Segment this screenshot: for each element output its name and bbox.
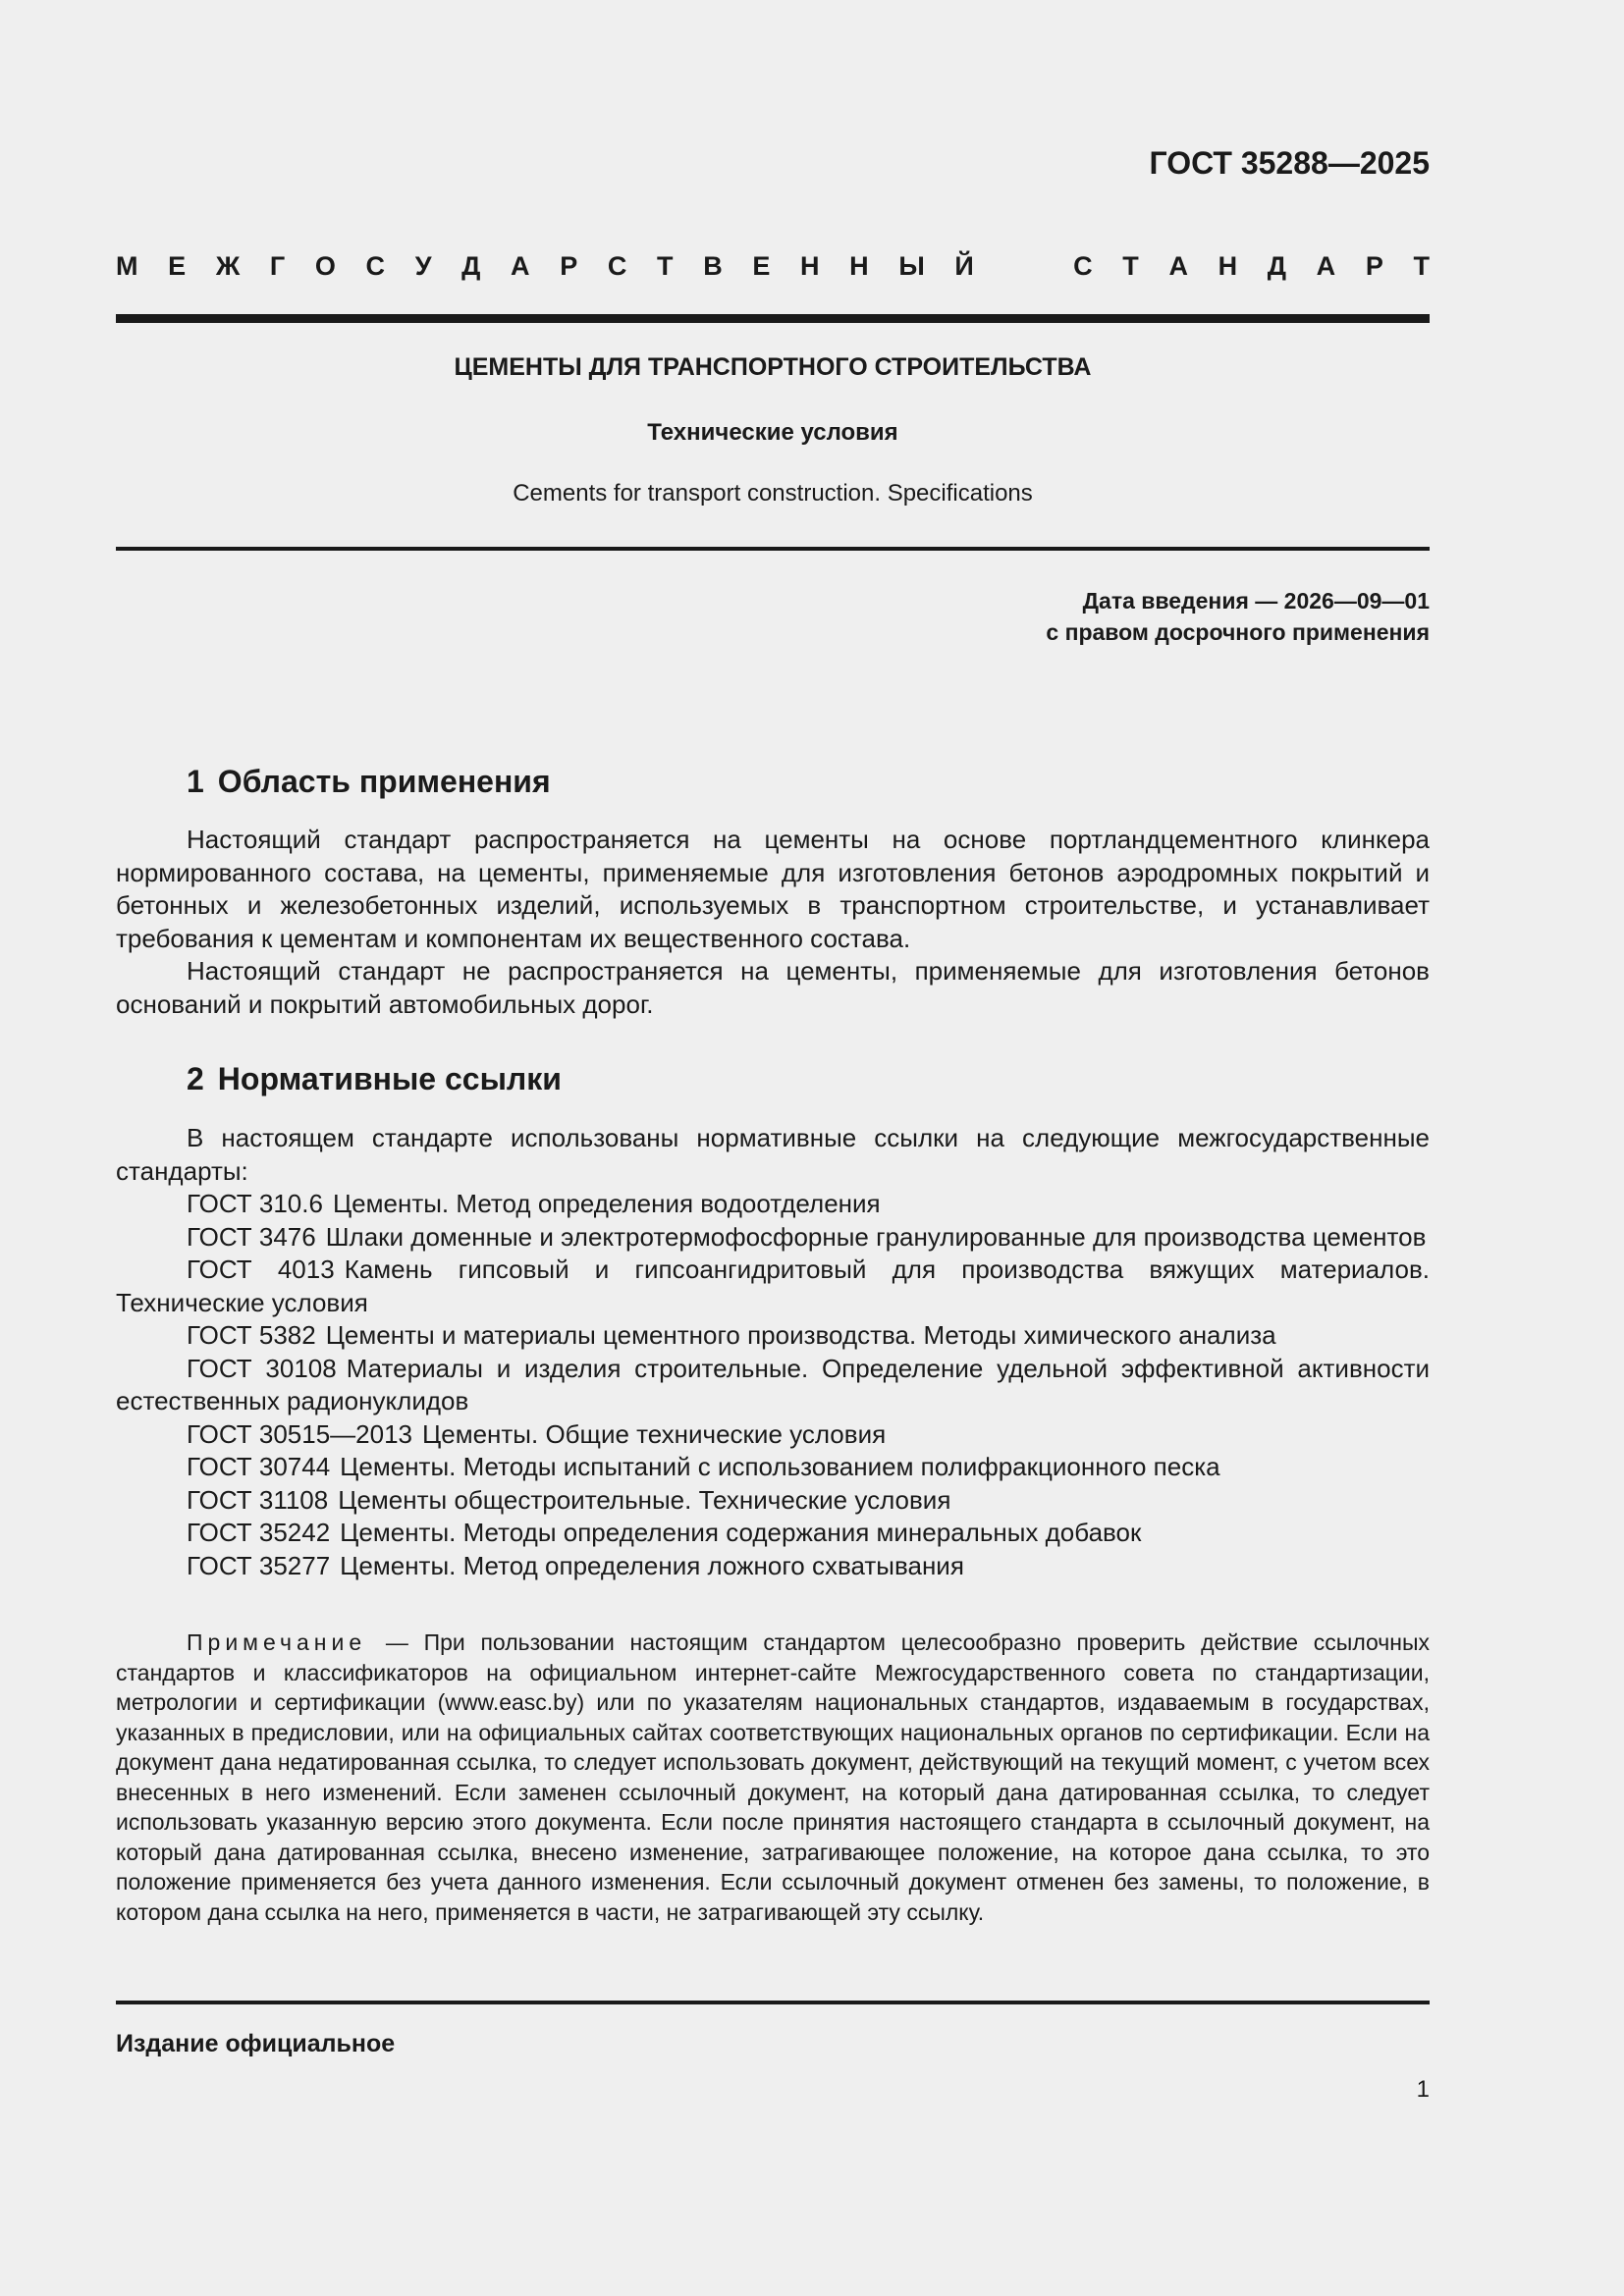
section-title: Область применения: [217, 764, 551, 799]
title-rule: [116, 547, 1430, 551]
reference-title: Цементы. Метод определения водоотделения: [332, 1189, 881, 1218]
kind-letter: Т: [657, 251, 674, 281]
references-intro: В настоящем стандарте использованы нормативные ссылки на следующие межгосударственные стандарты:: [116, 1123, 1430, 1186]
reference-title: Цементы. Методы испытаний с использованием полифракционного песка: [340, 1452, 1220, 1481]
kind-letter: Р: [1365, 251, 1383, 281]
kind-word-gap: [1003, 251, 1043, 282]
note-text: — При пользовании настоящим стандартом целесообразно проверить действие ссылочных стандартов и классификаторов на официальном интернет-сайте Межгосударственного совета по стандартизации, метрологии и сертификации (www.easc.by) или по указателям национальных стандартов, издаваемым в государствах, указанных в предисловии, или на официальных сайтах соответствующих национальных органов по сертификации. Если на документ дана недатированная ссылка, то следует использовать документ, действующий на текущий момент, с учетом всех внесенных в него изменений. Если заменен ссылочный документ, на который дана датированная ссылка, то следует использовать указанную версию этого документа. Если после принятия настоящего стандарта в ссылочный документ, на который дана датированная ссылка, внесено изменение, затрагивающее положение, на которое дана ссылка, то это положение применяется без учета данного изменения. Если ссылочный документ отменен без замены, то положение, в котором дана ссылка на него, применяется в части, не затрагивающей эту ссылку.: [116, 1629, 1430, 1925]
kind-letter: У: [414, 251, 432, 281]
kind-letter: А: [1316, 251, 1336, 281]
references-list: [116, 1188, 1430, 1582]
reference-item: [116, 1353, 1430, 1418]
kind-letter: Д: [461, 251, 481, 281]
reference-code: ГОСТ 30108: [187, 1353, 337, 1383]
document-kind: [116, 251, 1430, 282]
document-title: ЦЕМЕНТЫ ДЛЯ ТРАНСПОРТНОГО СТРОИТЕЛЬСТВА: [454, 353, 1092, 381]
reference-code: ГОСТ 35277: [187, 1550, 331, 1580]
document-page: [116, 0, 1430, 2296]
reference-item: [116, 1484, 1430, 1518]
reference-item: [116, 1221, 1430, 1255]
reference-title: Цементы. Метод определения ложного схватывания: [340, 1550, 964, 1580]
introduction-date-line: Дата введения — 2026—09—01: [1082, 588, 1430, 614]
kind-letter: Р: [560, 251, 578, 281]
reference-title: Камень гипсовый и гипсоангидритовый для производства вяжущих материалов. Технические условия: [116, 1255, 1430, 1317]
document-title-english: Cements for transport construction. Specifications: [513, 480, 1033, 507]
reference-code: ГОСТ 4013: [187, 1255, 335, 1284]
kind-letter: А: [511, 251, 530, 281]
introduction-date: [1046, 585, 1430, 648]
note-block: [116, 1628, 1430, 1927]
kind-letter: Е: [752, 251, 771, 281]
kind-letter: Д: [1267, 251, 1287, 281]
page-number: 1: [1416, 2076, 1430, 2103]
reference-item: [116, 1254, 1430, 1319]
section-heading-references: [187, 1061, 562, 1097]
reference-item: [116, 1188, 1430, 1221]
reference-code: ГОСТ 35242: [187, 1518, 331, 1547]
reference-item: [116, 1319, 1430, 1353]
note-label: Примечание: [187, 1629, 367, 1655]
kind-letter: С: [1073, 251, 1093, 281]
kind-letter: Н: [800, 251, 820, 281]
footer-rule: [116, 2001, 1430, 2004]
reference-item: [116, 1517, 1430, 1550]
reference-code: ГОСТ 310.6: [187, 1189, 323, 1218]
section-heading-scope: [187, 764, 551, 800]
reference-item: [116, 1550, 1430, 1583]
kind-letter: Т: [1122, 251, 1139, 281]
kind-letter: С: [365, 251, 386, 281]
reference-title: Цементы. Общие технические условия: [422, 1418, 887, 1449]
kind-letter: С: [607, 251, 627, 281]
section-number: 2: [187, 1061, 204, 1096]
kind-letter: Н: [1218, 251, 1238, 281]
document-subtitle: Технические условия: [647, 419, 898, 446]
reference-code: ГОСТ 5382: [187, 1320, 316, 1350]
reference-code: ГОСТ 30744: [187, 1452, 331, 1481]
kind-letter: М: [116, 251, 138, 281]
kind-letter: В: [703, 251, 723, 281]
section-title: Нормативные ссылки: [217, 1061, 562, 1096]
kind-letter: Е: [168, 251, 187, 281]
reference-title: Шлаки доменные и электротермофосфорные гранулированные для производства цементов: [325, 1221, 1427, 1252]
reference-title: Цементы общестроительные. Технические условия: [338, 1484, 951, 1515]
kind-letter: Ж: [215, 251, 241, 281]
kind-letter: О: [314, 251, 336, 281]
kind-letter: А: [1168, 251, 1188, 281]
reference-code: ГОСТ 3476: [187, 1221, 316, 1252]
header-rule: [116, 314, 1430, 323]
document-number: ГОСТ 35288—2025: [1149, 145, 1430, 181]
reference-code: ГОСТ 31108: [187, 1484, 329, 1515]
reference-code: ГОСТ 30515—2013: [187, 1418, 413, 1449]
section-number: 1: [187, 764, 204, 799]
kind-letter: Й: [954, 251, 974, 281]
reference-item: [116, 1451, 1430, 1484]
scope-paragraph-1: Настоящий стандарт распространяется на цементы на основе портландцементного клинкера нормированного состава, на цементы, применяемые для изготовления бетонов аэродромных покрытий и бетонных и железобетонных изделий, используемых в транспортном строительстве, и устанавливает требования к цементам и компонентам их вещественного состава.: [116, 825, 1430, 953]
reference-item: [116, 1418, 1430, 1452]
official-edition-label: Издание официальное: [116, 2030, 396, 2057]
scope-paragraph-2: Настоящий стандарт не распространяется на цементы, применяемые для изготовления бетонов оснований и покрытий автомобильных дорог.: [116, 956, 1430, 1019]
kind-letter: Т: [1413, 251, 1430, 281]
reference-title: Цементы и материалы цементного производства. Методы химического анализа: [325, 1320, 1276, 1350]
reference-title: Цементы. Методы определения содержания минеральных добавок: [340, 1518, 1142, 1547]
early-application-line: с правом досрочного применения: [1046, 619, 1430, 645]
kind-letter: Н: [849, 251, 869, 281]
reference-title: Материалы и изделия строительные. Определение удельной эффективной активности естественных радионуклидов: [116, 1353, 1431, 1415]
kind-letter: Ы: [898, 251, 925, 281]
kind-letter: Г: [269, 251, 286, 281]
